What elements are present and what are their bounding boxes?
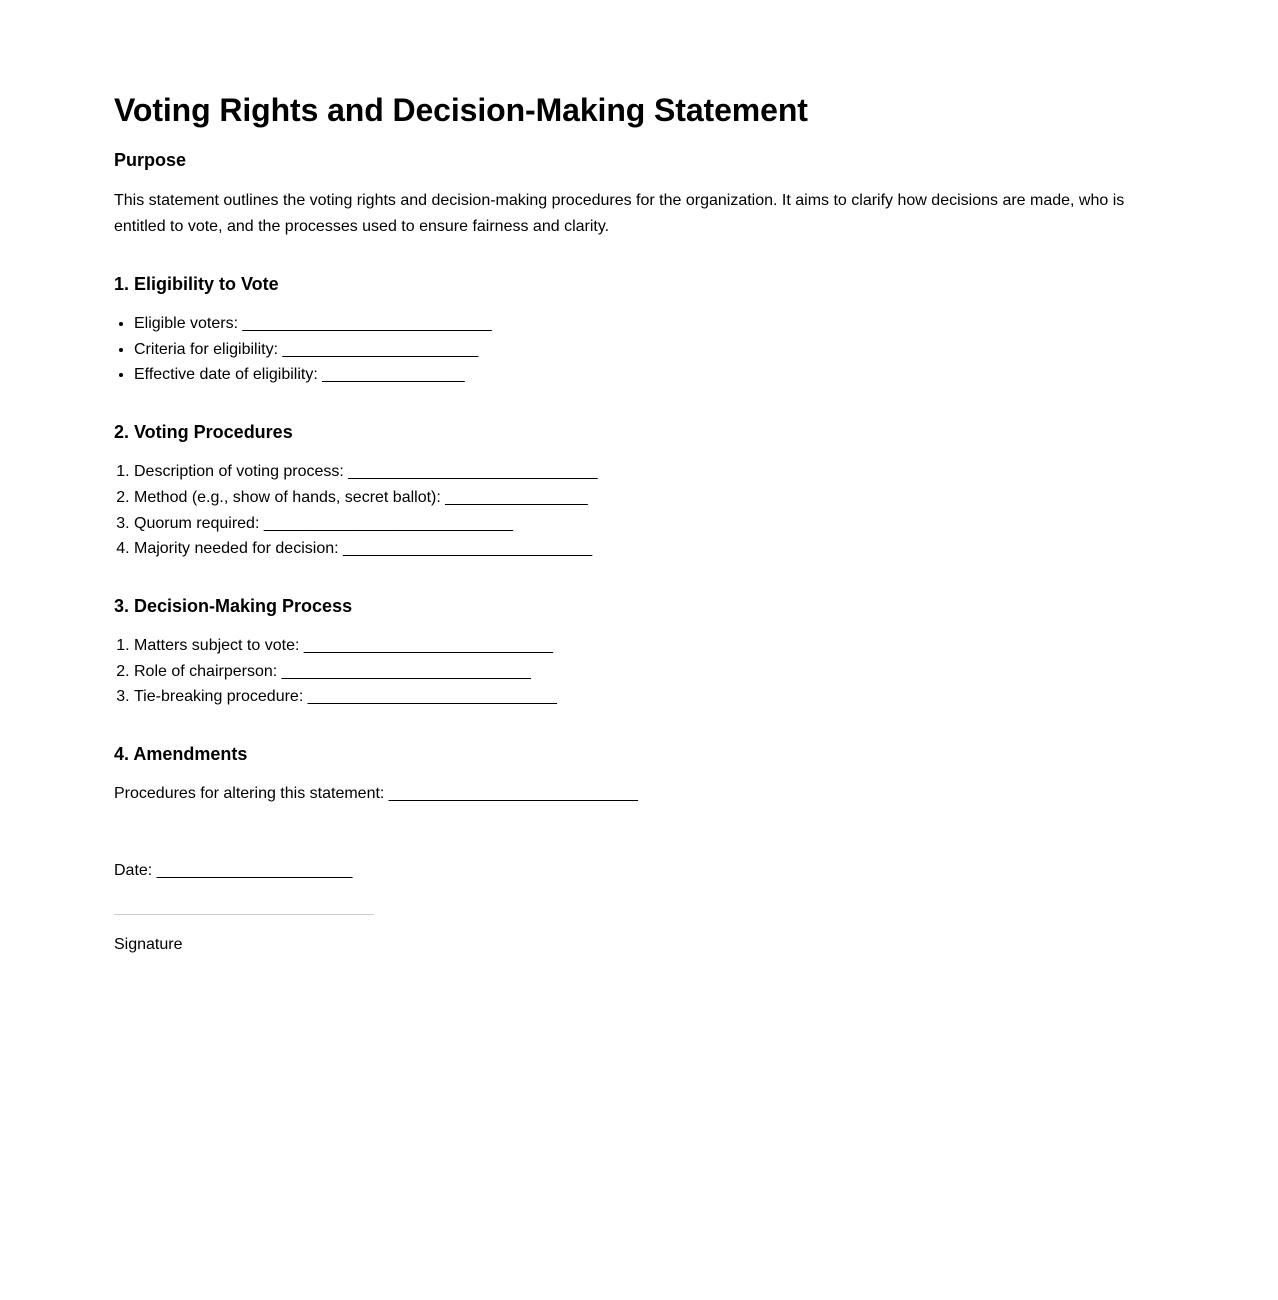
document-title: Voting Rights and Decision-Making Statement: [114, 92, 808, 128]
section-heading: 2. Voting Procedures: [114, 422, 293, 443]
section-heading: 3. Decision-Making Process: [114, 595, 353, 616]
list-item-method: 2. Method (e.g., show of hands, secret ballot): ________________: [134, 485, 1164, 511]
decision-making-list: [114, 633, 1164, 710]
section-heading: 4. Amendments: [114, 744, 248, 765]
list-item-eligible-voters: • Eligible voters: ____________________________: [134, 311, 1164, 337]
list-item-tie-breaking: 3. Tie-breaking procedure: ____________________________: [134, 684, 1164, 710]
amendments-text: Procedures for altering this statement: ____________________________: [114, 785, 638, 803]
date-field: Date: ______________________: [114, 862, 353, 880]
section-decision-making: [114, 594, 1164, 710]
list-item-quorum: 3. Quorum required: ____________________________: [134, 511, 1164, 537]
signature-line: [114, 914, 374, 915]
section-voting-procedures: [114, 420, 1164, 562]
list-item-matters: 1. Matters subject to vote: ____________________________: [134, 633, 1164, 659]
list-item-effective-date: • Effective date of eligibility: ________________: [134, 362, 1164, 388]
section-heading: 1. Eligibility to Vote: [114, 274, 279, 294]
section-eligibility: [114, 272, 1164, 388]
list-item-chairperson: 2. Role of chairperson: ____________________________: [134, 659, 1164, 685]
purpose-heading: Purpose: [114, 150, 187, 170]
eligibility-list: [114, 311, 1164, 388]
list-item-criteria: • Criteria for eligibility: ______________________: [134, 337, 1164, 363]
list-item-description: 1. Description of voting process: ____________________________: [134, 459, 1164, 485]
signature-label: Signature: [114, 936, 183, 954]
voting-procedures-list: [114, 459, 1164, 562]
purpose-text: This statement outlines the voting rights and decision-making procedures for the organization. It aims to clarify how decisions are made, who is entitled to vote, and the processes used to ensure fairness and clarity.: [114, 192, 1125, 235]
section-amendments: [114, 742, 1164, 806]
list-item-majority: 4. Majority needed for decision: ____________________________: [134, 536, 1164, 562]
